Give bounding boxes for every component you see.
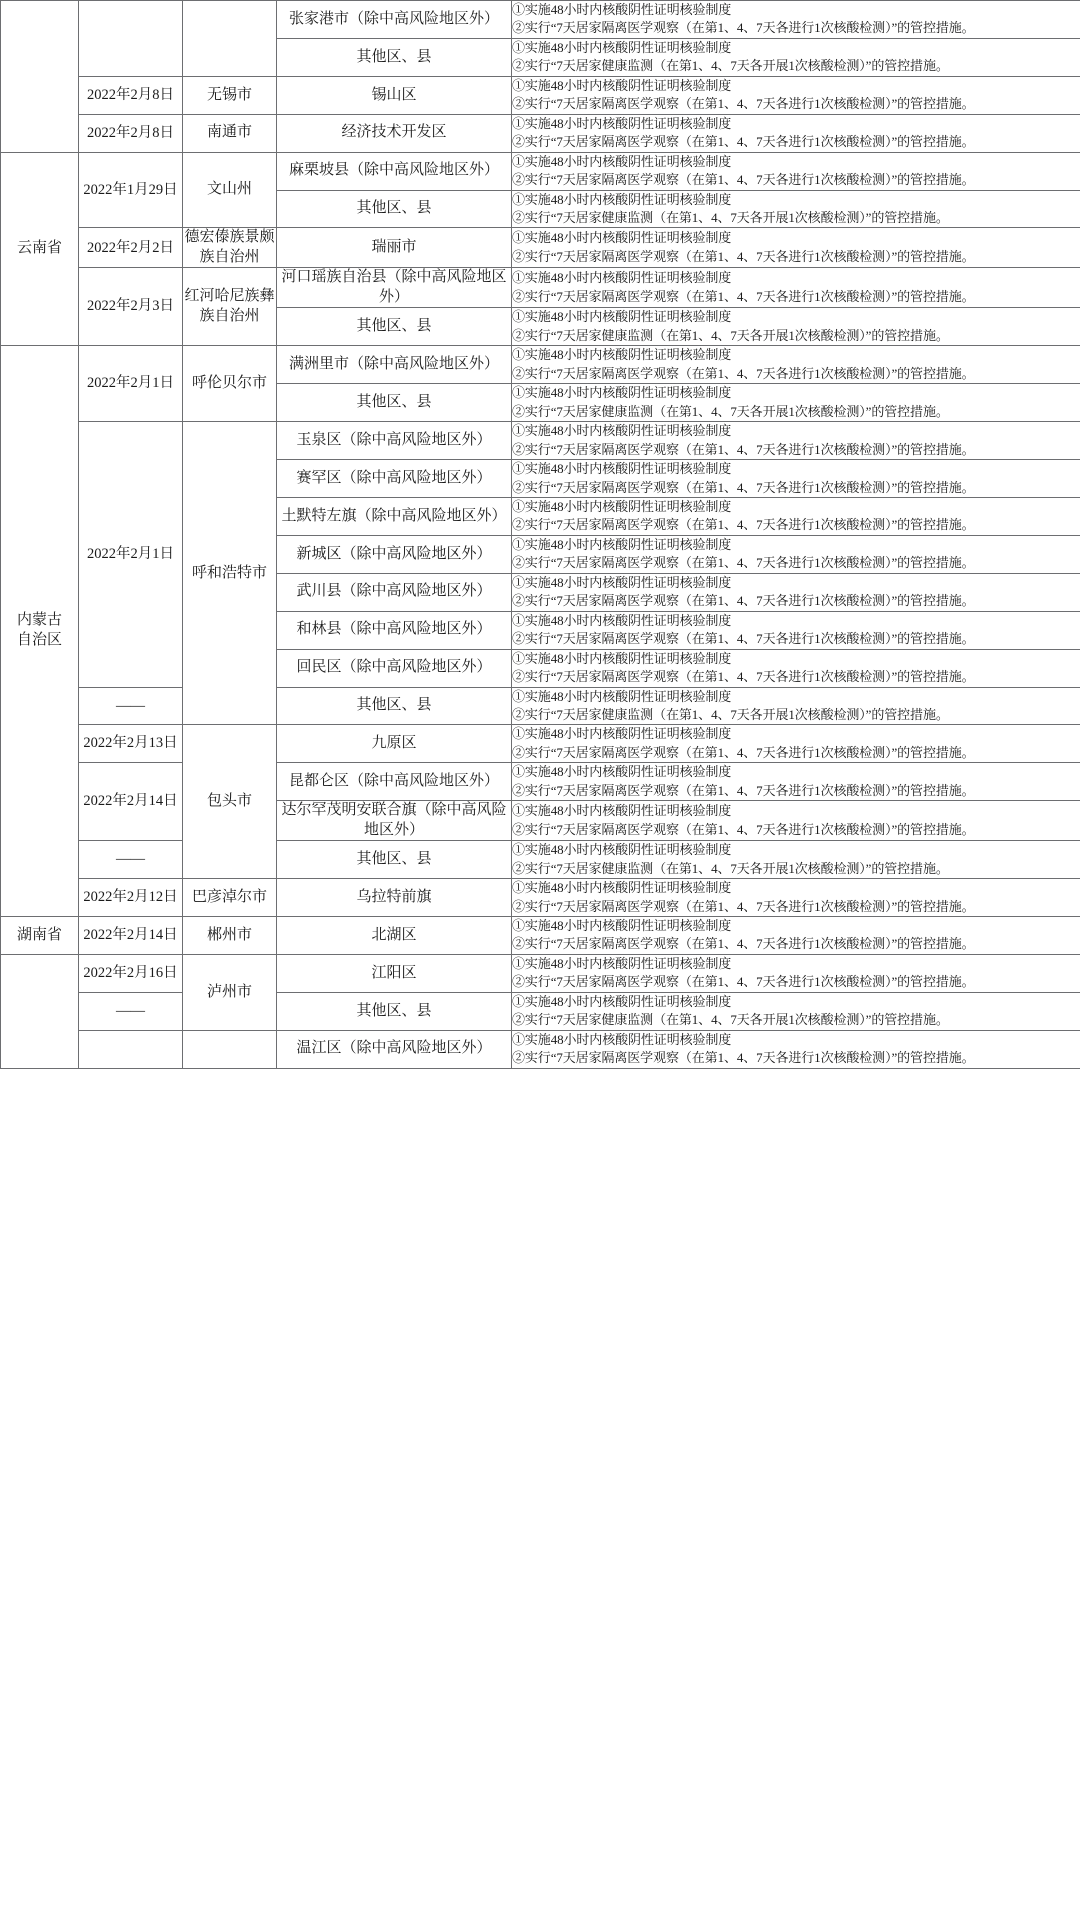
- measure-cell: ①实施48小时内核酸阴性证明核验制度 ②实行“7天居家隔离医学观察（在第1、4、7天各进行1次核酸检测）”的管控措施。: [512, 152, 1080, 190]
- city-cell: [183, 1030, 277, 1068]
- area-cell: 其他区、县: [277, 841, 512, 879]
- date-cell: [79, 1, 183, 77]
- table-row: [1, 114, 1080, 152]
- measure-cell: ①实施48小时内核酸阴性证明核验制度 ②实行“7天居家隔离医学观察（在第1、4、7天各进行1次核酸检测）”的管控措施。: [512, 422, 1080, 460]
- area-cell: 经济技术开发区: [277, 114, 512, 152]
- area-cell: 九原区: [277, 725, 512, 763]
- city-cell: 南通市: [183, 114, 277, 152]
- area-cell: 瑞丽市: [277, 228, 512, 268]
- measure-cell: ①实施48小时内核酸阴性证明核验制度 ②实行“7天居家健康监测（在第1、4、7天各开展1次核酸检测）”的管控措施。: [512, 384, 1080, 422]
- area-cell: 土默特左旗（除中高风险地区外）: [277, 497, 512, 535]
- table-row: [1, 725, 1080, 763]
- province-cell-yunnan: 云南省: [1, 152, 79, 346]
- table-row: [1, 1030, 1080, 1068]
- measure-cell: ①实施48小时内核酸阴性证明核验制度 ②实行“7天居家隔离医学观察（在第1、4、7天各进行1次核酸检测）”的管控措施。: [512, 763, 1080, 801]
- city-cell: 泸州市: [183, 954, 277, 1030]
- date-cell: [79, 1030, 183, 1068]
- city-cell: 红河哈尼族彝族自治州: [183, 268, 277, 346]
- area-cell: 张家港市（除中高风险地区外）: [277, 1, 512, 39]
- area-cell: 昆都仑区（除中高风险地区外）: [277, 763, 512, 801]
- city-cell: 无锡市: [183, 76, 277, 114]
- table-row: [1, 879, 1080, 917]
- city-cell: 呼伦贝尔市: [183, 346, 277, 422]
- date-cell: 2022年2月13日: [79, 725, 183, 763]
- table-row: [1, 763, 1080, 801]
- area-cell: 其他区、县: [277, 190, 512, 228]
- table-row: [1, 76, 1080, 114]
- measure-cell: ①实施48小时内核酸阴性证明核验制度 ②实行“7天居家健康监测（在第1、4、7天各开展1次核酸检测）”的管控措施。: [512, 841, 1080, 879]
- measure-cell: ①实施48小时内核酸阴性证明核验制度 ②实行“7天居家健康监测（在第1、4、7天各开展1次核酸检测）”的管控措施。: [512, 687, 1080, 725]
- date-cell: 2022年2月2日: [79, 228, 183, 268]
- area-cell: 河口瑶族自治县（除中高风险地区外）: [277, 268, 512, 308]
- date-cell: 2022年2月12日: [79, 879, 183, 917]
- city-cell: 德宏傣族景颇族自治州: [183, 228, 277, 268]
- area-cell: 其他区、县: [277, 992, 512, 1030]
- date-cell: 2022年1月29日: [79, 152, 183, 228]
- measure-cell: ①实施48小时内核酸阴性证明核验制度 ②实行“7天居家隔离医学观察（在第1、4、7天各进行1次核酸检测）”的管控措施。: [512, 611, 1080, 649]
- city-cell: 郴州市: [183, 917, 277, 955]
- measure-cell: ①实施48小时内核酸阴性证明核验制度 ②实行“7天居家隔离医学观察（在第1、4、7天各进行1次核酸检测）”的管控措施。: [512, 535, 1080, 573]
- city-cell: 文山州: [183, 152, 277, 228]
- area-cell: 锡山区: [277, 76, 512, 114]
- table-row: [1, 152, 1080, 190]
- table-row: [1, 422, 1080, 460]
- date-cell: 2022年2月3日: [79, 268, 183, 346]
- date-cell: 2022年2月14日: [79, 917, 183, 955]
- date-cell: 2022年2月14日: [79, 763, 183, 841]
- area-cell: 达尔罕茂明安联合旗（除中高风险地区外）: [277, 801, 512, 841]
- date-cell-dash: ——: [79, 992, 183, 1030]
- area-cell: 其他区、县: [277, 687, 512, 725]
- table-row: [1, 687, 1080, 725]
- measure-cell: ①实施48小时内核酸阴性证明核验制度 ②实行“7天居家隔离医学观察（在第1、4、7天各进行1次核酸检测）”的管控措施。: [512, 228, 1080, 268]
- area-cell: 玉泉区（除中高风险地区外）: [277, 422, 512, 460]
- area-cell: 麻栗坡县（除中高风险地区外）: [277, 152, 512, 190]
- measure-cell: ①实施48小时内核酸阴性证明核验制度 ②实行“7天居家隔离医学观察（在第1、4、7天各进行1次核酸检测）”的管控措施。: [512, 346, 1080, 384]
- province-cell: [1, 1, 79, 153]
- area-cell: 新城区（除中高风险地区外）: [277, 535, 512, 573]
- date-cell: 2022年2月1日: [79, 346, 183, 422]
- measure-cell: ①实施48小时内核酸阴性证明核验制度 ②实行“7天居家隔离医学观察（在第1、4、7天各进行1次核酸检测）”的管控措施。: [512, 114, 1080, 152]
- area-cell: 北湖区: [277, 917, 512, 955]
- area-cell: 和林县（除中高风险地区外）: [277, 611, 512, 649]
- measure-cell: ①实施48小时内核酸阴性证明核验制度 ②实行“7天居家隔离医学观察（在第1、4、7天各进行1次核酸检测）”的管控措施。: [512, 879, 1080, 917]
- measure-cell: ①实施48小时内核酸阴性证明核验制度 ②实行“7天居家隔离医学观察（在第1、4、7天各进行1次核酸检测）”的管控措施。: [512, 649, 1080, 687]
- date-cell: 2022年2月1日: [79, 422, 183, 687]
- area-cell: 其他区、县: [277, 38, 512, 76]
- table-row: [1, 1, 1080, 39]
- measure-cell: ①实施48小时内核酸阴性证明核验制度 ②实行“7天居家隔离医学观察（在第1、4、7天各进行1次核酸检测）”的管控措施。: [512, 801, 1080, 841]
- measure-cell: ①实施48小时内核酸阴性证明核验制度 ②实行“7天居家隔离医学观察（在第1、4、7天各进行1次核酸检测）”的管控措施。: [512, 1, 1080, 39]
- area-cell: 其他区、县: [277, 384, 512, 422]
- table-body: [1, 1, 1080, 1069]
- measure-cell: ①实施48小时内核酸阴性证明核验制度 ②实行“7天居家健康监测（在第1、4、7天各开展1次核酸检测）”的管控措施。: [512, 38, 1080, 76]
- measure-cell: ①实施48小时内核酸阴性证明核验制度 ②实行“7天居家隔离医学观察（在第1、4、7天各进行1次核酸检测）”的管控措施。: [512, 725, 1080, 763]
- date-cell: 2022年2月8日: [79, 76, 183, 114]
- area-cell: 赛罕区（除中高风险地区外）: [277, 460, 512, 498]
- date-cell: 2022年2月16日: [79, 954, 183, 992]
- city-cell: 呼和浩特市: [183, 422, 277, 725]
- measure-cell: ①实施48小时内核酸阴性证明核验制度 ②实行“7天居家隔离医学观察（在第1、4、7天各进行1次核酸检测）”的管控措施。: [512, 954, 1080, 992]
- area-cell: 回民区（除中高风险地区外）: [277, 649, 512, 687]
- measure-cell: ①实施48小时内核酸阴性证明核验制度 ②实行“7天居家隔离医学观察（在第1、4、7天各进行1次核酸检测）”的管控措施。: [512, 460, 1080, 498]
- province-cell: [1, 954, 79, 1068]
- province-cell-hunan: 湖南省: [1, 917, 79, 955]
- measure-cell: ①实施48小时内核酸阴性证明核验制度 ②实行“7天居家隔离医学观察（在第1、4、7天各进行1次核酸检测）”的管控措施。: [512, 1030, 1080, 1068]
- measure-cell: ①实施48小时内核酸阴性证明核验制度 ②实行“7天居家隔离医学观察（在第1、4、7天各进行1次核酸检测）”的管控措施。: [512, 573, 1080, 611]
- table-row: [1, 268, 1080, 308]
- measure-cell: ①实施48小时内核酸阴性证明核验制度 ②实行“7天居家健康监测（在第1、4、7天各开展1次核酸检测）”的管控措施。: [512, 992, 1080, 1030]
- measure-cell: ①实施48小时内核酸阴性证明核验制度 ②实行“7天居家隔离医学观察（在第1、4、7天各进行1次核酸检测）”的管控措施。: [512, 497, 1080, 535]
- measure-cell: ①实施48小时内核酸阴性证明核验制度 ②实行“7天居家隔离医学观察（在第1、4、7天各进行1次核酸检测）”的管控措施。: [512, 268, 1080, 308]
- area-cell: 江阳区: [277, 954, 512, 992]
- measure-cell: ①实施48小时内核酸阴性证明核验制度 ②实行“7天居家健康监测（在第1、4、7天各开展1次核酸检测）”的管控措施。: [512, 190, 1080, 228]
- table-row: [1, 992, 1080, 1030]
- date-cell-dash: ——: [79, 841, 183, 879]
- table-row: [1, 841, 1080, 879]
- area-cell: 温江区（除中高风险地区外）: [277, 1030, 512, 1068]
- measure-cell: ①实施48小时内核酸阴性证明核验制度 ②实行“7天居家隔离医学观察（在第1、4、7天各进行1次核酸检测）”的管控措施。: [512, 917, 1080, 955]
- date-cell: 2022年2月8日: [79, 114, 183, 152]
- city-cell: [183, 1, 277, 77]
- city-cell: 巴彦淖尔市: [183, 879, 277, 917]
- area-cell: 满洲里市（除中高风险地区外）: [277, 346, 512, 384]
- province-cell-neimenggu: 内蒙古 自治区: [1, 346, 79, 917]
- area-cell: 乌拉特前旗: [277, 879, 512, 917]
- date-cell-dash: ——: [79, 687, 183, 725]
- area-cell: 武川县（除中高风险地区外）: [277, 573, 512, 611]
- table-row: [1, 228, 1080, 268]
- area-cell: 其他区、县: [277, 308, 512, 346]
- table-row: [1, 917, 1080, 955]
- measure-cell: ①实施48小时内核酸阴性证明核验制度 ②实行“7天居家隔离医学观察（在第1、4、7天各进行1次核酸检测）”的管控措施。: [512, 76, 1080, 114]
- table-row: [1, 346, 1080, 384]
- table-row: [1, 954, 1080, 992]
- city-cell: 包头市: [183, 725, 277, 879]
- measure-cell: ①实施48小时内核酸阴性证明核验制度 ②实行“7天居家健康监测（在第1、4、7天各开展1次核酸检测）”的管控措施。: [512, 308, 1080, 346]
